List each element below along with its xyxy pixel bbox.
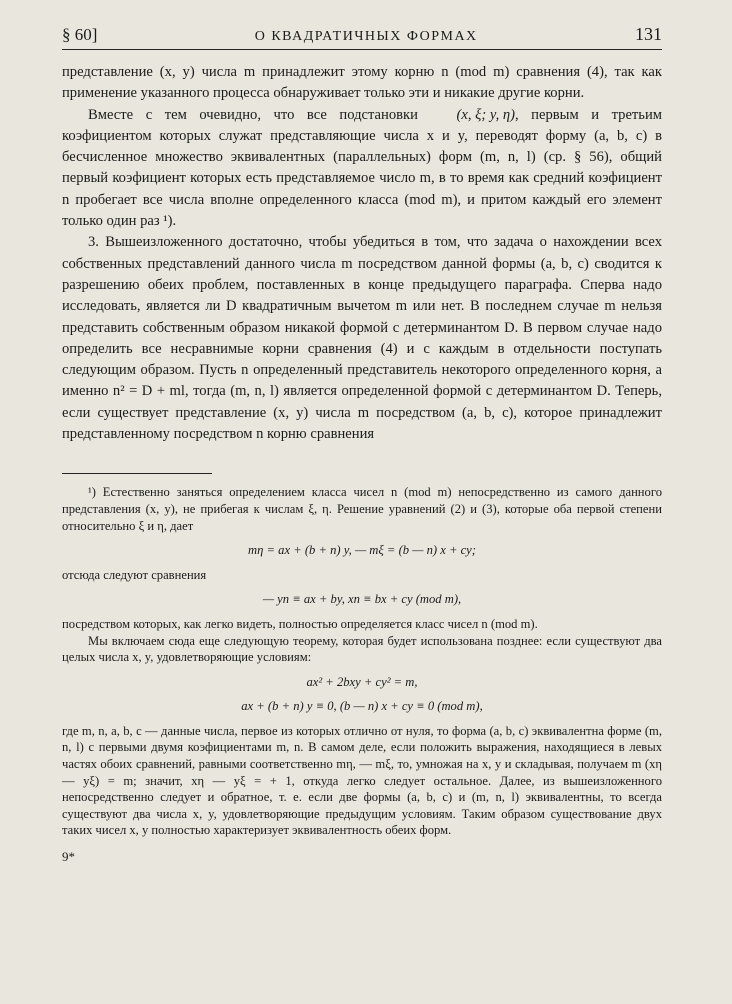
footnote-text-4: Мы включаем сюда еще следующую теорему, которая будет использована позднее: если существуют два целых числа x, y, удовлетворяющие условиям: [62, 633, 662, 665]
footnote-text-5: где m, n, a, b, c — данные числа, первое из которых отлично от нуля, то форма (a, b, c) эквивалентна форме (m, n, l) с первыми двумя коэфициентами m, n. В самом деле, если положить выражения, находящиеся в левых частях обоих сравнений, равными соответственно mη, — mξ, то, умножая на x, y и складывая, получаем m (xη — yξ) = m; значит, xη — yξ = + 1, откуда легко следует остальное. Далее, из вышеизложенного непосредственно следует и обратное, т. е. если две формы (a, b, c) и (m, n, l) эквивалентны, то всегда существуют два числа x, y, удовлетворяющие предыдущим условиям. Таким образом существование двух таких чисел x, y полностью характеризует эквивалентность обеих форм. [62, 723, 662, 838]
footnote-1: ¹) Естественно заняться определением класса чисел n (mod m) непосредственно из самого данного представления (x, y), не прибегая к числам ξ, η. Решение уравнений (2) и (3), которые оба первой степени относительно ξ и η, дает [62, 485, 662, 533]
footnote-text-2: отсюда следуют сравнения [62, 567, 207, 582]
paragraph-3: 3. Вышеизложенного достаточно, чтобы убедиться в том, что задача о нахождении всех собственных представлений данного числа m посредством данной формы (a, b, c) сводится к разрешению обеих проблем, поставленных в конце предыдущего параграфа. Сперва надо исследовать, является ли D квадратичным вычетом m или нет. В последнем случае m нельзя представить собственным образом никакой формой с детерминантом D. В первом случае надо определить все несравнимые корни сравнения (4) и с каждым в отдельности поступать следующим образом. Пусть n определенный представитель некоторого определенного корня, а именно n² = D + ml, тогда (m, n, l) является определенной формой с детерминантом D. Теперь, если существует представление (x, y) числа m посредством (a, b, c), которое принадлежит представленному посредством n корню сравнения [62, 234, 662, 443]
formula-4: ax + (b + n) y ≡ 0, (b — n) x + cy ≡ 0 (mod m), [241, 699, 483, 714]
formula-1: mη = ax + (b + n) y, — mξ = (b — n) x + cy; [248, 543, 476, 558]
paragraph-1: представление (x, y) числа m принадлежит этому корню n (mod m) сравнения (4), так как применение указанного процесса обнаруживает только эти и никакие другие корни. [62, 64, 662, 102]
footnotes [62, 484, 662, 839]
formula-2: — yn ≡ ax + by, xn ≡ bx + cy (mod m), [262, 592, 462, 607]
paragraph-2-start: Вместе с тем очевидно, что все подстановки [88, 106, 418, 123]
signature-mark: 9* [62, 849, 75, 865]
paragraph-2 [62, 105, 662, 233]
footnote-divider [62, 473, 212, 474]
section-marker: § 60] [62, 25, 98, 44]
main-text [62, 62, 662, 445]
page-title: О КВАДРАТИЧНЫХ ФОРМАХ [254, 29, 478, 44]
running-header [62, 24, 662, 50]
page-number: 131 [634, 24, 662, 44]
formula-3: ax² + 2bxy + cy² = m, [306, 674, 418, 689]
paragraph-2-rest: , первым и третьим коэфициентом которых служат представляющие числа x и y, переводят форму (a, b, c) в бесчисленное множество эквивалентных (параллельных) форм (m, n, l) (ср. § 56), общий первый коэфициент которых есть представляемое число m, в то время как средний коэфициент n пробегает все числа вполне определенного класса (mod m), и притом каждый его элемент только один раз ¹). [62, 106, 663, 230]
substitution-matrix: (x, ξ; y, η) [456, 106, 515, 123]
footnote-text-3: посредством которых, как легко видеть, полностью определяется класс чисел n (mod m). [62, 616, 538, 631]
